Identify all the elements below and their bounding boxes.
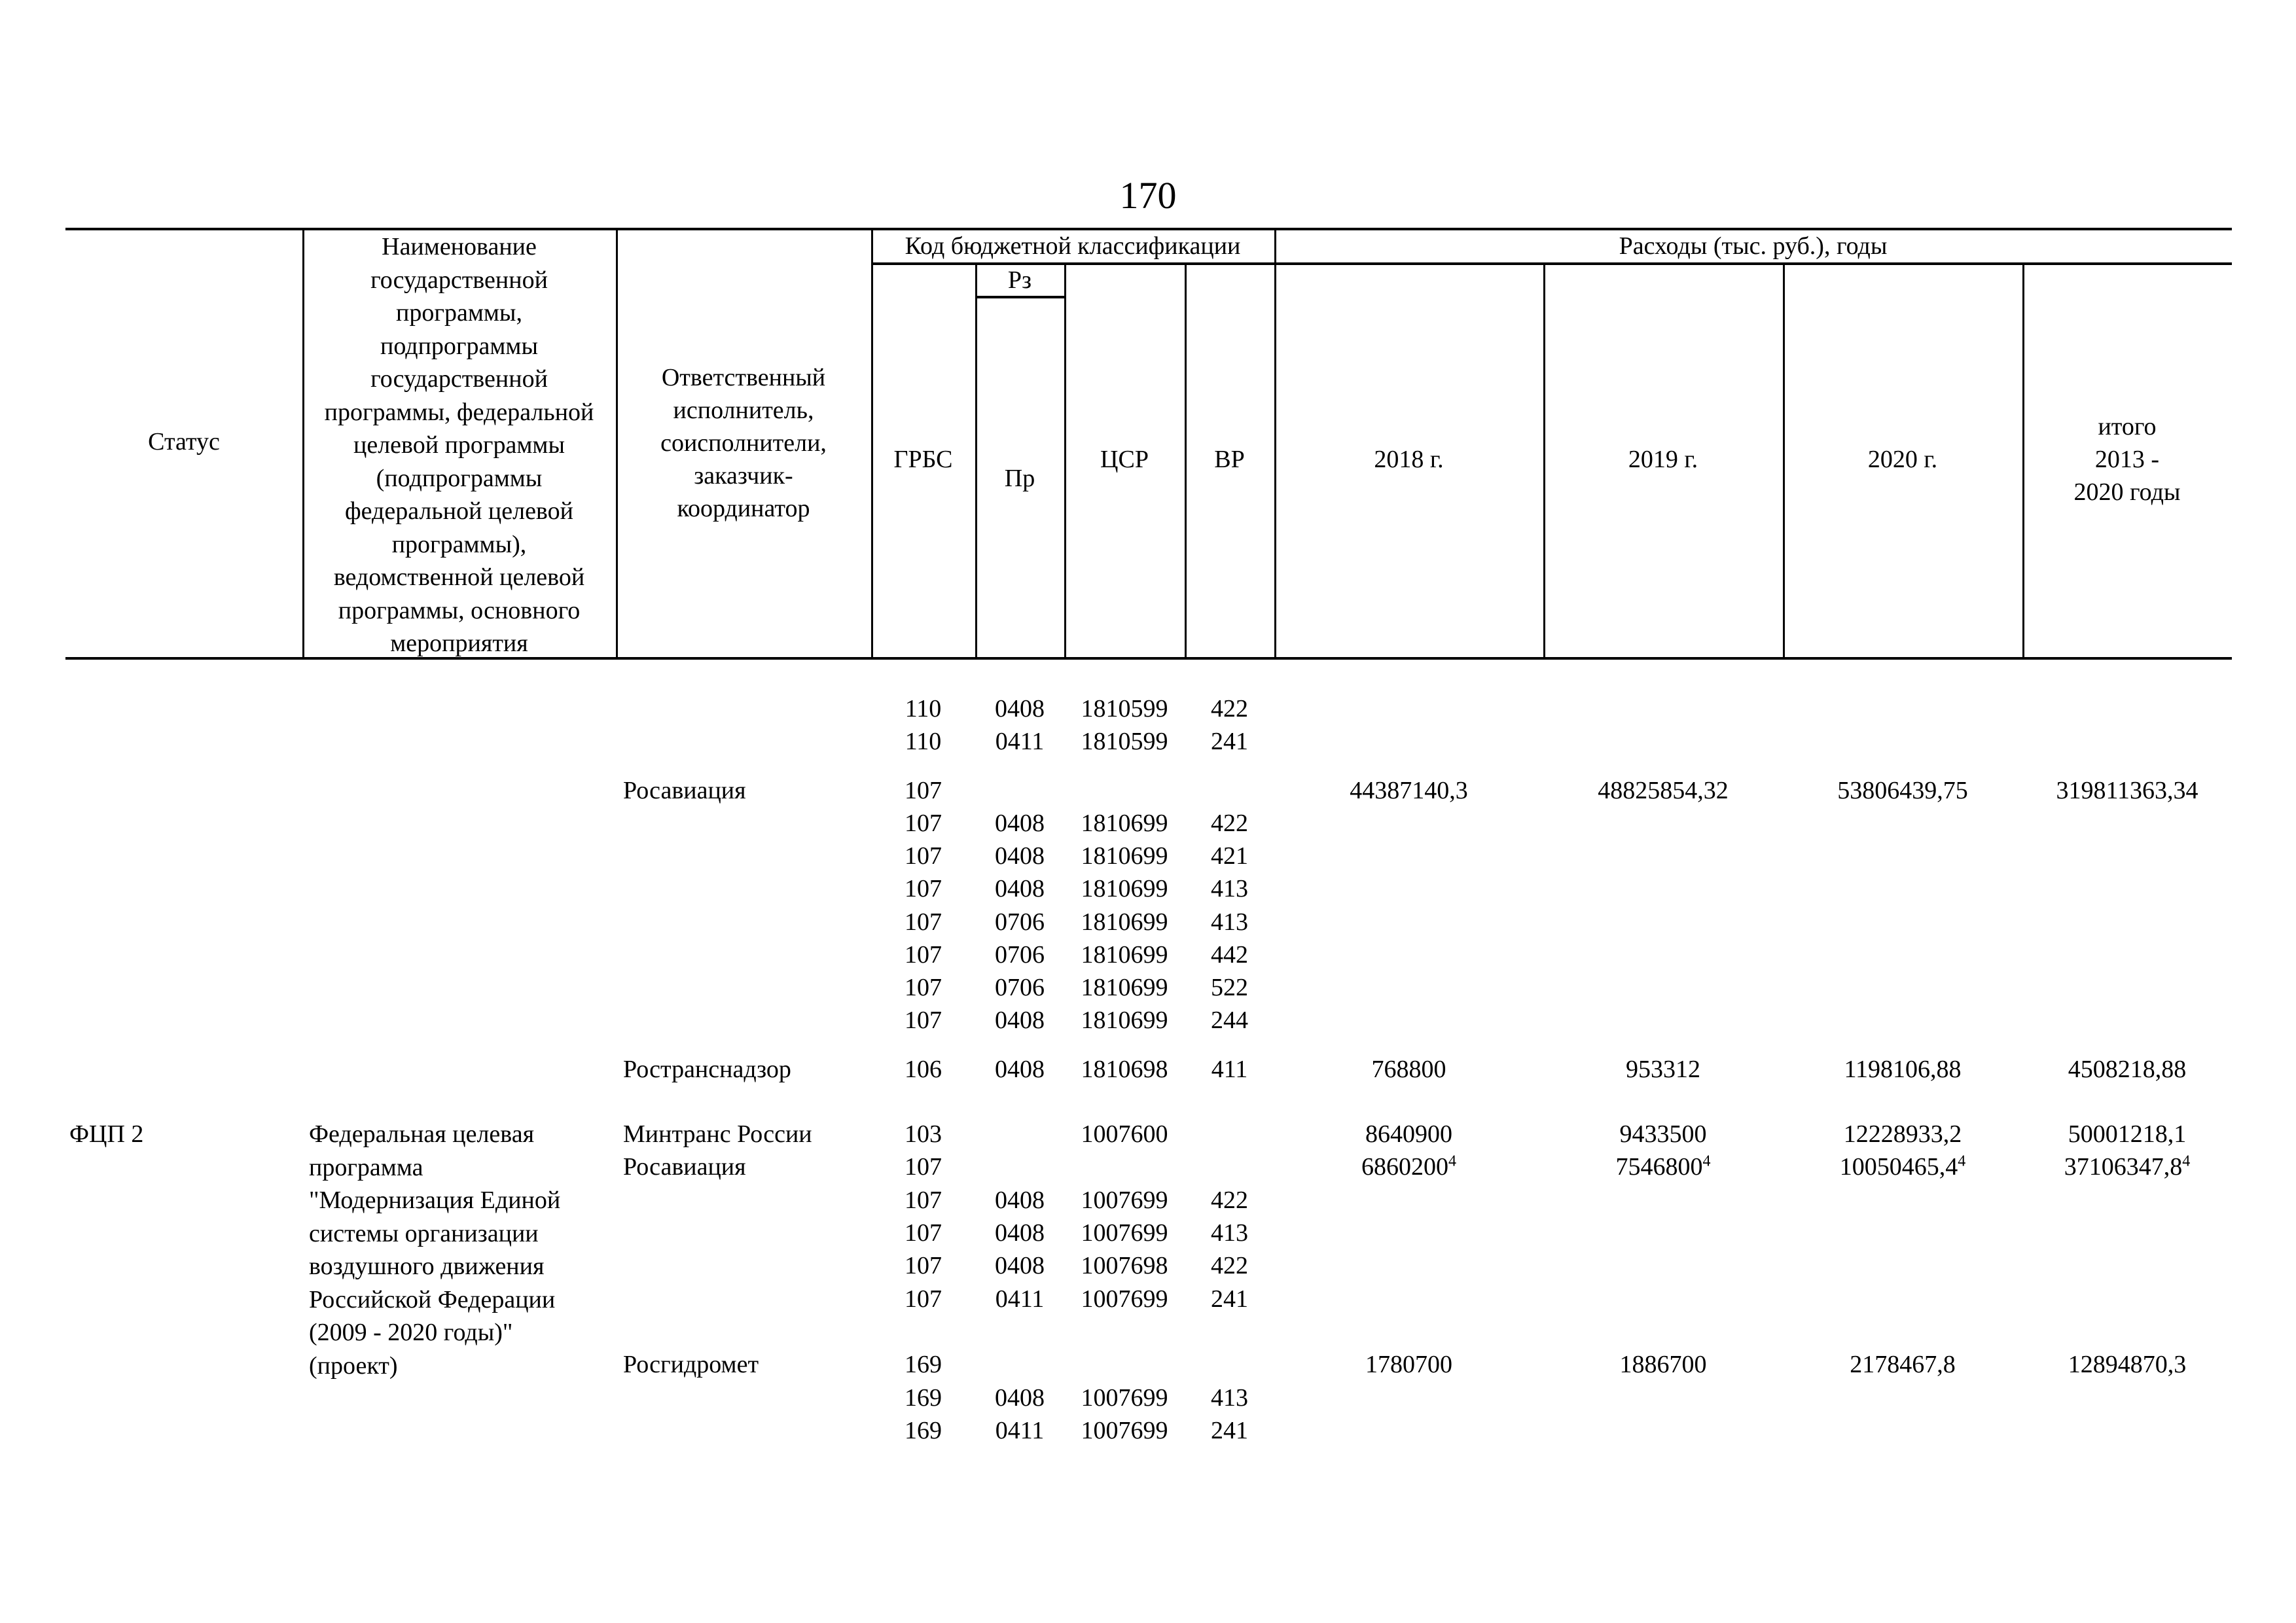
cell-vr: 522: [1211, 974, 1248, 1001]
header-line: Наименование: [382, 233, 537, 260]
cell-rzpr: 0408: [995, 810, 1045, 837]
cell-grbs: 107: [905, 777, 942, 804]
cell-grbs: 107: [905, 974, 942, 1001]
header-line: (проект): [309, 1351, 398, 1380]
header-line: соисполнители,: [660, 429, 827, 457]
cell-rzpr: 0706: [995, 908, 1045, 936]
header-line: (2009 - 2020 годы)": [309, 1319, 513, 1346]
cell-rzpr: 0411: [995, 1417, 1045, 1444]
cell-y2018: 768800: [1371, 1056, 1446, 1083]
cell-vr: 413: [1211, 875, 1248, 902]
cell-vr: 244: [1211, 1007, 1248, 1034]
cell-rzpr: 0408: [995, 695, 1045, 722]
cell-total: 319811363,34: [2056, 777, 2198, 804]
cell-grbs: 169: [905, 1417, 942, 1444]
page-number: 170: [1119, 174, 1177, 217]
cell-y2019: 1886700: [1619, 1351, 1707, 1378]
header-budget-code: Код бюджетной классификации: [905, 232, 1241, 260]
header-line: воздушного движения: [309, 1253, 545, 1280]
header-line: Федеральная целевая: [309, 1120, 535, 1148]
header-program-name: [302, 230, 616, 660]
header-line: федеральной целевой: [345, 497, 573, 525]
cell-total: 50001218,1: [2068, 1120, 2187, 1148]
header-line: программы, основного: [338, 596, 581, 624]
cell-y2019: 48825854,32: [1598, 777, 1729, 804]
cell-vr: 241: [1211, 1417, 1248, 1444]
cell-y2019: 9433500: [1619, 1120, 1707, 1148]
cell-csr: 1810699: [1081, 974, 1168, 1001]
cell-grbs: 110: [905, 695, 942, 722]
cell-csr: 1007600: [1081, 1120, 1168, 1148]
cell-y2018: 1780700: [1365, 1351, 1452, 1378]
cell-vr: 422: [1211, 1186, 1248, 1214]
header-executor: [616, 361, 871, 525]
cell-vr: 421: [1211, 842, 1248, 870]
header-line: государственной: [370, 266, 548, 294]
header-pr: Пр: [1004, 465, 1035, 492]
cell-csr: 1007698: [1081, 1252, 1168, 1279]
cell-total: 4508218,88: [2068, 1056, 2187, 1083]
header-line: системы организации: [309, 1219, 539, 1247]
cell-csr: 1810699: [1081, 941, 1168, 969]
header-2020: 2020 г.: [1867, 446, 1938, 473]
cell-csr: 1810599: [1081, 728, 1168, 755]
cell-rzpr: 0411: [995, 1285, 1045, 1313]
header-line: программа: [309, 1153, 423, 1181]
cell-rzpr: 0408: [995, 1007, 1045, 1034]
cell-vr: 422: [1211, 810, 1248, 837]
cell-vr: 411: [1211, 1056, 1248, 1083]
header-line: программы),: [391, 530, 527, 558]
cell-grbs: 107: [905, 842, 942, 870]
header-line: ведомственной целевой: [333, 563, 585, 591]
cell-rzpr: 0408: [995, 1252, 1045, 1279]
cell-grbs: 107: [905, 810, 942, 837]
header-total: [2022, 410, 2232, 508]
cell-rzpr: 0408: [995, 1384, 1045, 1412]
header-line: государственной: [370, 365, 548, 393]
cell-vr: 241: [1211, 1285, 1248, 1313]
cell-vr: 442: [1211, 941, 1248, 969]
header-vr: ВР: [1214, 446, 1245, 473]
cell-csr: 1810699: [1081, 842, 1168, 870]
header-grbs: ГРБС: [893, 446, 953, 473]
cell-y2020: 1198106,88: [1844, 1056, 1962, 1083]
cell-grbs: 107: [905, 941, 942, 969]
cell-rzpr: 0408: [995, 1219, 1045, 1247]
cell-rzpr: 0411: [995, 728, 1045, 755]
cell-csr: 1007699: [1081, 1186, 1168, 1214]
fcp-status: ФЦП 2: [69, 1120, 144, 1148]
cell-y2018: 6860200$^4$: [1361, 1152, 1456, 1181]
cell-grbs: 106: [905, 1056, 942, 1083]
cell-csr: 1007699: [1081, 1417, 1168, 1444]
cell-executor: Росгидромет: [623, 1351, 759, 1378]
cell-csr: 1810699: [1081, 875, 1168, 902]
cell-csr: 1007699: [1081, 1219, 1168, 1247]
cell-y2020: 12228933,2: [1843, 1120, 1962, 1148]
cell-executor: Минтранс России: [623, 1120, 812, 1148]
header-2019: 2019 г.: [1628, 446, 1698, 473]
cell-executor: Росавиация: [623, 1153, 746, 1181]
header-line: программы, федеральной: [324, 398, 594, 426]
cell-grbs: 107: [905, 908, 942, 936]
cell-grbs: 107: [905, 1153, 942, 1181]
cell-csr: 1810698: [1081, 1056, 1168, 1083]
cell-y2019: 953312: [1626, 1056, 1700, 1083]
cell-vr: 413: [1211, 908, 1248, 936]
cell-rzpr: 0706: [995, 941, 1045, 969]
cell-executor: Росавиация: [623, 777, 746, 804]
cell-y2020: 10050465,4$^4$: [1839, 1152, 1966, 1181]
cell-csr: 1007699: [1081, 1285, 1168, 1313]
cell-rzpr: 0408: [995, 1056, 1045, 1083]
cell-grbs: 103: [905, 1120, 942, 1148]
fcp-program-name: [309, 1118, 560, 1382]
header-line: программы,: [396, 299, 522, 327]
cell-grbs: 107: [905, 1007, 942, 1034]
cell-csr: 1007699: [1081, 1384, 1168, 1412]
cell-rzpr: 0408: [995, 1186, 1045, 1214]
header-line: Ответственный: [661, 364, 826, 391]
cell-csr: 1810699: [1081, 810, 1168, 837]
header-line: подпрограммы: [380, 332, 538, 360]
cell-total: 12894870,3: [2068, 1351, 2187, 1378]
cell-csr: 1810599: [1081, 695, 1168, 722]
cell-grbs: 169: [905, 1384, 942, 1412]
header-line: (подпрограммы: [376, 464, 543, 492]
header-line: целевой программы: [353, 431, 565, 459]
header-csr: ЦСР: [1100, 446, 1149, 473]
header-line: итого: [2098, 413, 2157, 440]
header-expenses: Расходы (тыс. руб.), годы: [1619, 232, 1888, 260]
cell-rzpr: 0706: [995, 974, 1045, 1001]
cell-vr: 413: [1211, 1219, 1248, 1247]
cell-grbs: 110: [905, 728, 942, 755]
header-line: Российской Федерации: [309, 1285, 556, 1313]
header-rz: Рз: [1007, 266, 1032, 294]
cell-vr: 241: [1211, 728, 1248, 755]
header-status: Статус: [148, 428, 220, 455]
header-line: "Модернизация Единой: [309, 1186, 561, 1214]
cell-grbs: 107: [905, 1285, 942, 1313]
cell-csr: 1810699: [1081, 908, 1168, 936]
cell-vr: 413: [1211, 1384, 1248, 1412]
cell-csr: 1810699: [1081, 1007, 1168, 1034]
cell-total: 37106347,8$^4$: [2064, 1152, 2191, 1181]
cell-grbs: 169: [905, 1351, 942, 1378]
header-line: исполнитель,: [673, 397, 814, 424]
cell-y2018: 8640900: [1365, 1120, 1452, 1148]
cell-vr: 422: [1211, 1252, 1248, 1279]
cell-y2018: 44387140,3: [1350, 777, 1468, 804]
header-line: 2020 годы: [2073, 478, 2181, 506]
cell-y2019: 7546800$^4$: [1615, 1152, 1711, 1181]
cell-executor: Ространснадзор: [623, 1056, 791, 1083]
header-line: мероприятия: [390, 630, 528, 657]
header-2018: 2018 г.: [1374, 446, 1444, 473]
cell-vr: 422: [1211, 695, 1248, 722]
cell-grbs: 107: [905, 1252, 942, 1279]
cell-y2020: 2178467,8: [1850, 1351, 1956, 1378]
cell-grbs: 107: [905, 1219, 942, 1247]
header-line: заказчик-: [694, 462, 793, 490]
cell-grbs: 107: [905, 1186, 942, 1214]
cell-grbs: 107: [905, 875, 942, 902]
cell-rzpr: 0408: [995, 875, 1045, 902]
cell-rzpr: 0408: [995, 842, 1045, 870]
header-line: координатор: [677, 495, 810, 522]
header-line: 2013 -: [2094, 446, 2160, 473]
cell-y2020: 53806439,75: [1837, 777, 1968, 804]
